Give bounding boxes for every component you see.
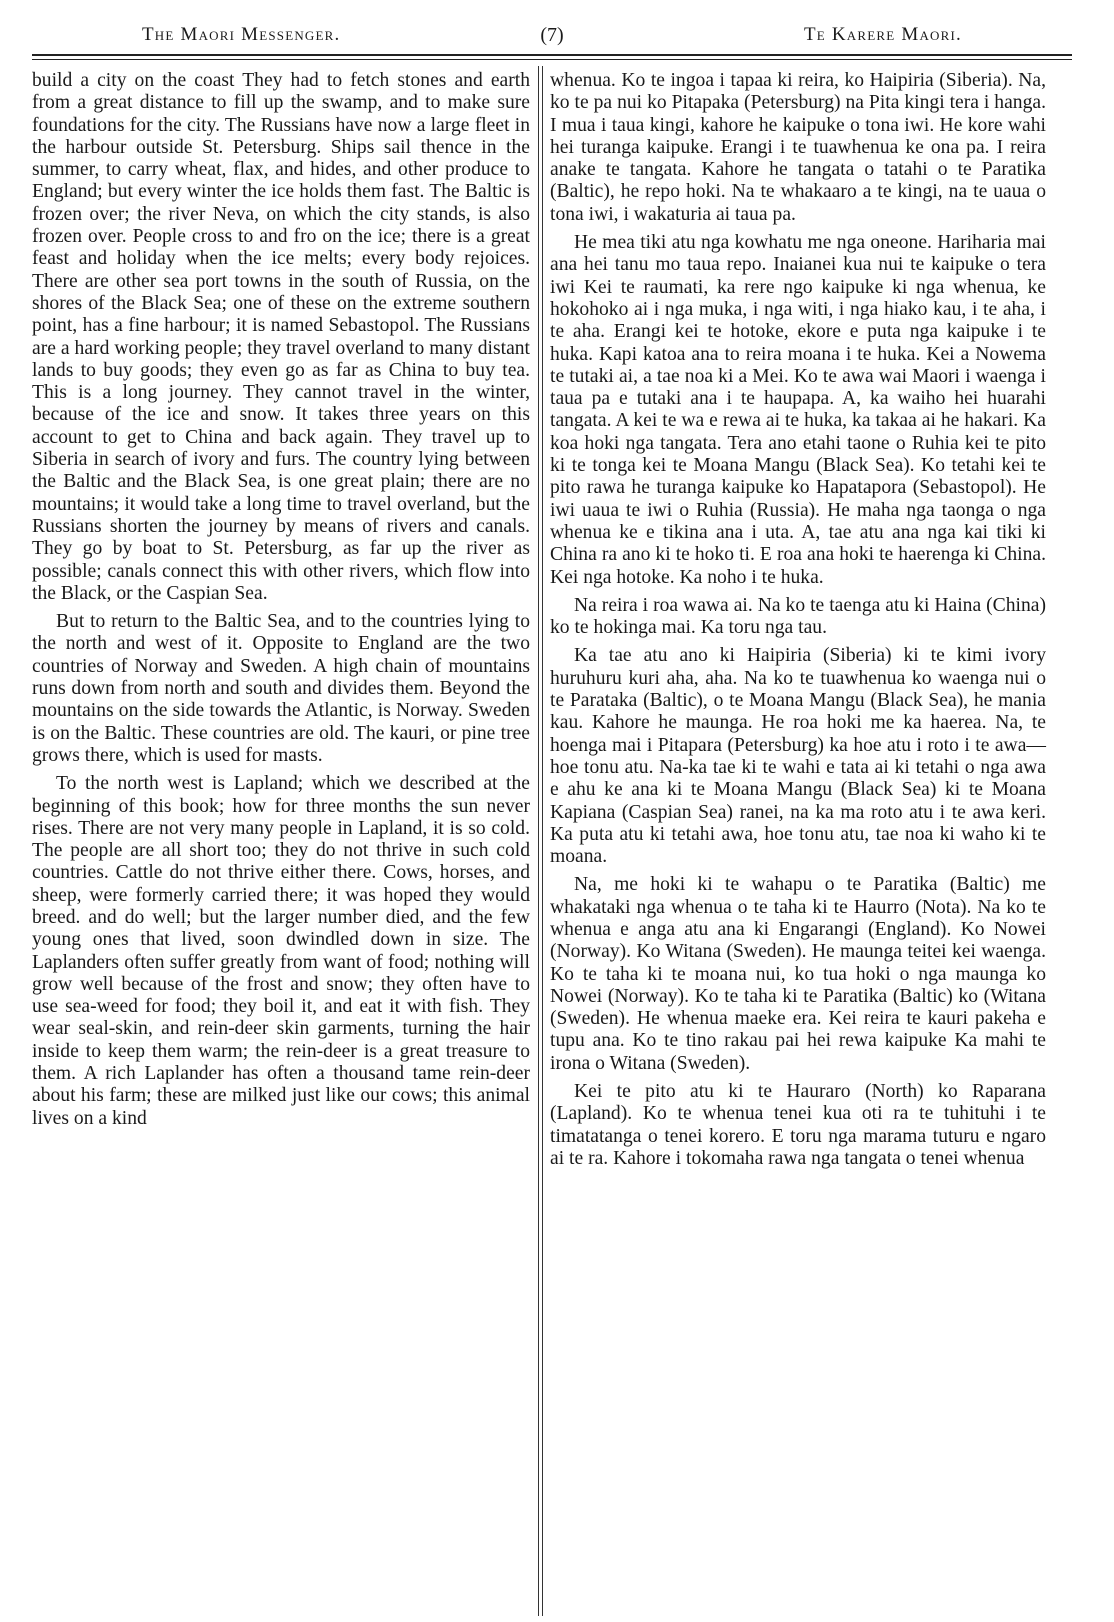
maori-paragraph-6: Kei te pito atu ki te Hauraro (North) ko Raparana (Lapland). Ko te whenua tenei kua oti ra te tuhituhi i te timatatanga o tenei korero. E toru nga marama tuturu e ngaro ai te ra. Kahore i tokomaha rawa nga tangata o tenei whenua <box>550 1081 1046 1169</box>
header-rule-thin <box>32 59 1072 60</box>
header-english-title: The Maori Messenger. <box>142 24 341 45</box>
header-maori-title: Te Karere Maori. <box>803 24 962 45</box>
english-paragraph-1: build a city on the coast They had to fetch stones and earth from a great distance to fill up the swamp, and to make sure foundations for the city. The Russians have now a large fleet in the harbour outside St. Petersburg. Ships sail thence in the summer, to carry wheat, flax, and hides, and other produce to England; but every winter the ice holds them fast. The Baltic is frozen over; the river Neva, on which the city stands, is also frozen over. People cross to and fro on the ice; there is a great feast and holiday when the ice melts; every body rejoices. There are other sea port towns in the south of Russia, on the shores of the Black Sea; one of these on the extreme southern point, has a fine harbour; it is named Sebastopol. The Russians are a hard working people; they travel overland to many distant lands to buy goods; they even go as far as China to buy tea. This is a long journey. They cannot travel in the winter, because of the ice and snow. It takes three years on this account to get to China and back again. They travel up to Siberia in search of ivory and furs. The country lying between the Baltic and the Black Sea, is one great plain; there are no mountains; it would take a long time to travel overland, but the Russians shorten the journey by means of rivers and canals. They go by boat to St. Petersburg, as far up the river as possible; canals connect this with other rivers, which flow into the Black, or the Caspian Sea. <box>32 70 530 604</box>
maori-paragraph-5: Na, me hoki ki te wahapu o te Paratika (Baltic) me whakataki nga whenua o te taha ki te Haurro (Nota). Na ko te whenua e anga atu ana ki Engarangi (England). Ko Nowei (Norway). Ko Witana (Sweden). He maunga teitei kei waenga. Ko te taha ki te moana nui, ko tua hoki o nga maunga ko Nowei (Norway). Ko te taha ki te Paratika (Baltic) ko (Witana (Sweden). He whenua maeke era. Kei reira te kauri pakeha e tupu ana. Ko te tino rakau pai hei rewa kaipuke Ka mahi te irona o Witana (Sweden). <box>550 874 1046 1074</box>
english-paragraph-2: But to return to the Baltic Sea, and to the countries lying to the north and west of it. Opposite to England are the two countries of Norway and Sweden. A high chain of mountains runs down from north and south and divides them. Beyond the mountains on the side towards the Atlantic, is Norway. Sweden is on the Baltic. These countries are old. The kauri, or pine tree grows there, which is used for masts. <box>32 611 530 766</box>
english-paragraph-3: To the north west is Lapland; which we described at the beginning of this book; how for three months the sun never rises. There are not very many people in Lapland, it is so cold. The people are all short too; they do not thrive in such cold countries. Cattle do not thrive either there. Cows, horses, and sheep, were formerly carried there; it was hoped they would breed. and do well; but the larger number died, and the few young ones that lived, soon dwindled down in size. The Laplanders often suffer greatly from want of food; nothing will grow well because of the frost and snow; they often have to use sea-weed for food; they boil it, and eat it with fish. They wear seal-skin, and rein-deer skin garments, turning the hair inside to keep them warm; the rein-deer is a great treasure to them. A rich Laplander has often a thousand tame rein-deer about his farm; these are milked just like our cows; this animal lives on a kind <box>32 773 530 1129</box>
maori-paragraph-2: He mea tiki atu nga kowhatu me nga oneone. Hariharia mai ana hei tanu mo taua repo. Inaianei kua nui te kaipuke o tera iwi Kei te raumati, ka rere ngo kaipuke ki nga whenua, ke hokohoko ai i nga muka, i nga witi, i nga hiako kau, i te aha, i te aha. Erangi kei te hotoke, ekore e puta nga kaipuke i te huka. Kapi katoa ana to reira moana i te huka. Kei a Nowema te tutaki ai, a tae noa ki a Mei. Ko te awa wai Maori i waenga i taua pa e tutaki ana i te haupapa. A, ka waiho hei huarahi tangata. A kei te wa e rewa ai te huka, ka takaa ai he hakari. Ka koa hoki nga tangata. Tera ano etahi taone o Ruhia kei te pito ki te tonga kei te Moana Mangu (Black Sea). Ko tetahi kei te pito rawa he turanga kaipuke ko Hapatapora (Sebastopol). He iwi uaua te iwi o Ruhia (Russia). He maha nga taonga o nga whenua ke e tikina ana i uta. A, tae atu ana nga kai tiki ki China ra ano ki te hoko ti. E roa ana hoki te haerenga ki China. Kei nga hotoke. Ka noho i te huka. <box>550 232 1046 588</box>
column-divider <box>538 66 543 1616</box>
maori-paragraph-1: whenua. Ko te ingoa i tapaa ki reira, ko Haipiria (Siberia). Na, ko te pa nui ko Pitapaka (Petersburg) na Pita kingi tera i hanga. I mua i taua kingi, kahore he kaipuke o tona iwi. He kore wahi hei turanga kaipuke. Erangi i te tuawhenua ke ona pa. I reira anake te tangata. Kahore he tangata o tatahi o te Paratika (Baltic), he repo hoki. Na te whakaaro a te kingi, na te uaua o tona iwi, i wakaturia ai taua pa. <box>550 70 1046 225</box>
maori-column <box>550 70 1046 1170</box>
english-column <box>32 70 530 1130</box>
page-number: (7) <box>540 24 564 46</box>
page-header <box>32 14 1072 58</box>
maori-paragraph-3: Na reira i roa wawa ai. Na ko te taenga atu ki Haina (China) ko te hokinga mai. Ka toru nga tau. <box>550 594 1046 639</box>
header-rule-thick <box>32 54 1072 56</box>
maori-paragraph-4: Ka tae atu ano ki Haipiria (Siberia) ki te kimi ivory huruhuru kuri aha, aha. Na ko te tuawhenua ko waenga nui o te Parataka (Baltic), o te Moana Mangu (Black Sea), he mania kau. Kahore he maunga. He roa hoki me ka haerea. Na, te hoenga mai i Pitapara (Petersburg) ka hoe atu i roto i te awa—hoe tonu atu. Na-ka tae ki te wahi e tata ai ki tetahi o nga awa e ahu ke ana ki te Moana Mangu (Black Sea) ki te Moana Kapiana (Caspian Sea) ranei, na ka ma roto atu i te awa keri. Ka puta atu ki tetahi awa, hoe tonu atu, tae noa ki waho ki te moana. <box>550 645 1046 868</box>
